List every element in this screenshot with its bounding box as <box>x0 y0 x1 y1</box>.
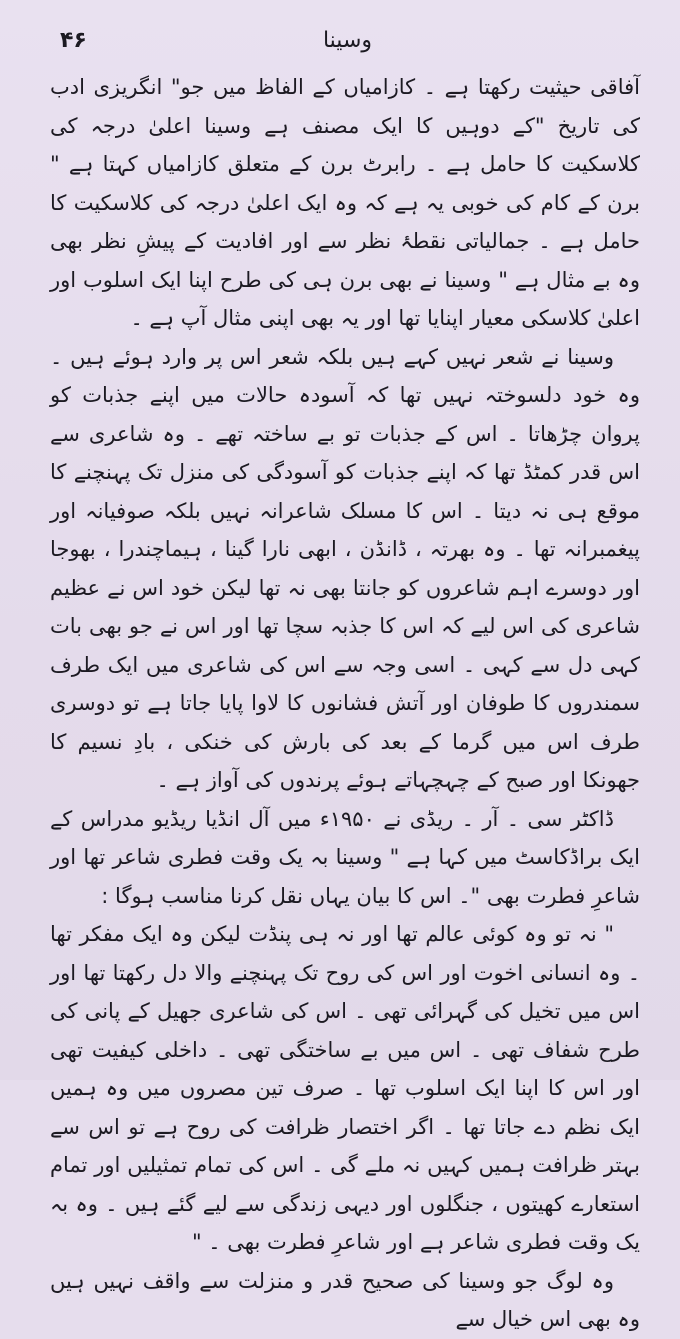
paragraph: وہ لوگ جو وسینا کی صحیح قدر و منزلت سے واقف نہیں ہیں وہ بھی اس خیال سے <box>50 1268 640 1331</box>
paragraph: وسینا نے شعر نہیں کہے ہیں بلکہ شعر اس پر وارد ہوئے ہیں ۔ وہ خود دلسوختہ نہیں تھا کہ آسودہ حالات میں اپنے جذبات کو پروان چڑھاتا ۔ اس کے جذبات تو بے ساختہ تھے ۔ وہ شاعری سے اس قدر کمٹڈ تھا کہ اپنے جذبات کو آسودگی کی منزل تک پہنچنے کا موقع ہی نہ دیتا ۔ اس کا مسلک شاعرانہ نہیں بلکہ صوفیانہ اور پیغمبرانہ تھا ۔ وہ بھرتہ ، ڈانڈن ، ابھی نارا گینا ، ہیماچندرا ، بھوجا اور دوسرے اہم شاعروں کو جانتا بھی نہ تھا لیکن خود اس نے عظیم شاعری کی اس لیے کہ اس کا جذبہ سچا تھا اور اس نے جو بھی بات کہی دل سے کہی ۔ اسی وجہ سے اس کی شاعری میں ایک طرف سمندروں کا طوفان اور آتش فشانوں کا لاوا پایا جاتا ہے تو دوسری طرف اس میں گرما کے بعد کی بارش کی خنکی ، بادِ نسیم کا جھونکا اور صبح کے چہچہاتے ہوئے پرندوں کی آواز ہے ۔ <box>50 344 640 792</box>
page-header <box>60 28 635 58</box>
paragraph: آفاقی حیثیت رکھتا ہے ۔ کازامیاں کے الفاظ میں جو" انگریزی ادب کی تاریخ "کے دوہیں کا ایک مصنف ہے وسینا اعلیٰ درجہ کی کلاسکیت کا حامل ہے ۔ رابرٹ برن کے متعلق کازامیاں کہتا ہے " برن کے کام کی خوبی یہ ہے کہ وہ ایک اعلیٰ درجہ کی کلاسکیت کا حامل ہے ۔ جمالیاتی نقطۂ نظر سے اور افادیت کے پیشِ نظر بھی وہ بے مثال ہے " وسینا نے بھی برن ہی کی طرح اپنا ایک اسلوب اور اعلیٰ کلاسکی معیار اپنایا تھا اور یہ بھی اپنی مثال آپ ہے ۔ <box>50 75 640 330</box>
page-number: ۴۶ <box>60 28 87 53</box>
running-title: وسینا <box>322 28 373 53</box>
block-quote: " نہ تو وہ کوئی عالم تھا اور نہ ہی پنڈت لیکن وہ ایک مفکر تھا ۔ وہ انسانی اخوت اور اس کی روح تک پہنچنے والا دل رکھتا تھا اور اس میں تخیل کی گہرائی تھی ۔ اس کی شاعری جھیل کے پانی کی طرح شفاف تھی ۔ اس میں بے ساختگی تھی ۔ داخلی کیفیت تھی اور اس کا اپنا ایک اسلوب تھا ۔ صرف تین مصروں میں وہ ہمیں ایک نظم دے جاتا تھا ۔ اگر اختصار ظرافت کی روح ہے تو اس سے بہتر ظرافت ہمیں کہیں نہ ملے گی ۔ اس کی تمام تمثیلیں اور تمام استعارے کھیتوں ، جنگلوں اور دیہی زندگی سے لیے گئے ہیں ۔ وہ بہ یک وقت فطری شاعر ہے اور شاعرِ فطرت بھی ۔ " <box>50 922 640 1254</box>
body-text <box>50 68 640 1339</box>
paragraph: ڈاکٹر سی ۔ آر ۔ ریڈی نے ۱۹۵۰ء میں آل انڈیا ریڈیو مدراس کے ایک براڈکاسٹ میں کہا ہے " وسینا بہ یک وقت فطری شاعر تھا اور شاعرِ فطرت بھی "۔ اس کا بیان یہاں نقل کرنا مناسب ہوگا : <box>50 806 640 908</box>
